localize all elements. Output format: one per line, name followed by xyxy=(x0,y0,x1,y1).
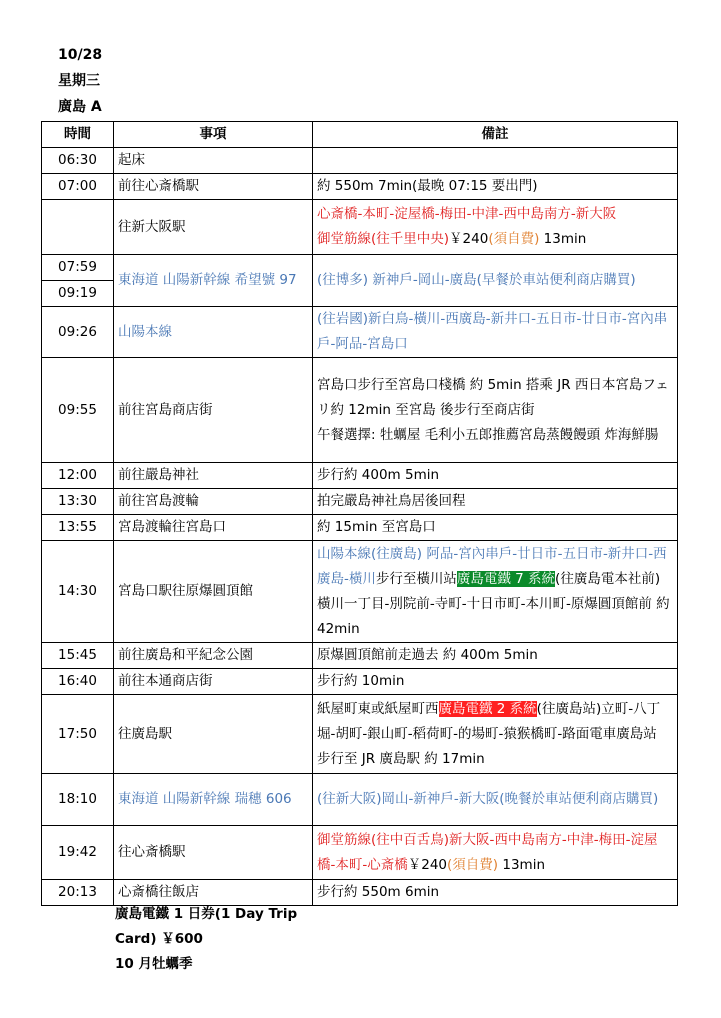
col-header-note: 備註 xyxy=(313,122,678,148)
time-cell: 07:00 xyxy=(42,174,114,200)
time-cell: 16:40 xyxy=(42,669,114,695)
weekday: 星期三 xyxy=(58,73,100,89)
note-text: 午餐選擇: 牡蠣屋 毛利小五郎推薦宮島蒸饅饅頭 炸海鮮腸 xyxy=(317,426,659,443)
note-cell: (往新大阪)岡山-新神戶-新大阪(晚餐於車站便利商店購買) xyxy=(313,774,678,826)
item-cell: 前往本通商店街 xyxy=(114,669,313,695)
time-cell: 06:30 xyxy=(42,148,114,174)
note-cell: (往岩國)新白鳥-橫川-西廣島-新井口-五日市-廿日市-宮內串戶-阿品-宮島口 xyxy=(313,307,678,358)
note-route: 心斎橋-本町-淀屋橋-梅田-中津-西中島南方-新大阪 xyxy=(317,206,617,222)
note-self-pay: (須自費) xyxy=(488,231,540,247)
note-cell: 拍完嚴島神社鳥居後回程 xyxy=(313,489,678,515)
table-row xyxy=(42,541,678,643)
time-cell: 15:45 xyxy=(42,643,114,669)
note-cell xyxy=(313,541,678,643)
note-tram-route: (往廣島電本社前) 橫川一丁目-別院前-寺町-十日市町-本川町-原爆圓頂館前 約 42min xyxy=(317,570,670,637)
itinerary-table xyxy=(41,121,678,906)
item-cell: 前往廣島和平紀念公園 xyxy=(114,643,313,669)
note-cell: 約 15min 至宮島口 xyxy=(313,515,678,541)
item-cell: 東海道 山陽新幹線 希望號 97 xyxy=(114,255,313,307)
notes-footer xyxy=(115,902,335,977)
note-tram-route: (往廣島站)立町-八丁堀-胡町-銀山町-稻荷町-的場町-猿猴橋町-路面電車廣島站 步行至 JR 廣島駅 約 17min xyxy=(317,700,661,767)
note-cell xyxy=(313,358,678,463)
table-row xyxy=(42,255,678,281)
time-cell: 09:26 xyxy=(42,307,114,358)
time-cell: 09:19 xyxy=(42,281,114,307)
time-cell: 12:00 xyxy=(42,463,114,489)
table-row xyxy=(42,148,678,174)
item-cell: 往新大阪駅 xyxy=(114,200,313,255)
day-pass-note: 廣島電鐵 1 日券(1 Day Trip Card) ￥600 xyxy=(115,906,298,947)
note-fare: ￥240 xyxy=(449,231,489,247)
note-duration: 13min xyxy=(539,231,587,247)
note-self-pay: (須自費) xyxy=(447,856,499,873)
note-cell: 步行約 550m 6min xyxy=(313,880,678,906)
table-row xyxy=(42,826,678,880)
item-cell: 東海道 山陽新幹線 瑞穗 606 xyxy=(114,774,313,826)
note-cell: (往博多) 新神戶-岡山-廣島(早餐於車站便利商店購買) xyxy=(313,255,678,307)
table-row xyxy=(42,463,678,489)
table-row xyxy=(42,174,678,200)
item-cell: 往廣島駅 xyxy=(114,695,313,774)
item-cell: 宮島口駅往原爆圓頂館 xyxy=(114,541,313,643)
note-cell xyxy=(313,200,678,255)
note-cell: 原爆圓頂館前走過去 約 400m 5min xyxy=(313,643,678,669)
col-header-time: 時間 xyxy=(42,122,114,148)
tram-line-badge: 廣島電鐵 7 系統 xyxy=(456,570,556,587)
time-cell: 13:55 xyxy=(42,515,114,541)
note-line: 御堂筋線(往千里中央) xyxy=(317,231,450,247)
time-cell: 17:50 xyxy=(42,695,114,774)
time-cell xyxy=(42,200,114,255)
note-stop: 紙屋町東或紙屋町西 xyxy=(317,700,439,717)
time-cell: 18:10 xyxy=(42,774,114,826)
item-cell: 前往宮島商店街 xyxy=(114,358,313,463)
note-text: 宮島口步行至宮島口棧橋 約 5min 搭乘 JR 西日本宮島フェリ約 12min 至宮島 後步行至商店街 xyxy=(317,376,669,418)
note-walk: 步行至橫川站 xyxy=(375,570,457,587)
document-header xyxy=(58,42,102,120)
time-cell: 07:59 xyxy=(42,255,114,281)
table-row xyxy=(42,515,678,541)
note-line: 山陽本線(往廣島) 阿品-宮內串戶-廿日市-五日市-新井口-西廣島-橫川 xyxy=(317,545,667,587)
item-cell: 往心斎橋駅 xyxy=(114,826,313,880)
table-row xyxy=(42,669,678,695)
note-cell xyxy=(313,148,678,174)
item-cell: 前往嚴島神社 xyxy=(114,463,313,489)
note-fare: ￥240 xyxy=(407,856,448,873)
item-cell: 前往心斎橋駅 xyxy=(114,174,313,200)
note-cell: 步行約 400m 5min xyxy=(313,463,678,489)
time-cell: 09:55 xyxy=(42,358,114,463)
table-row xyxy=(42,774,678,826)
item-cell: 前往宮島渡輪 xyxy=(114,489,313,515)
item-cell: 起床 xyxy=(114,148,313,174)
note-cell: 約 550m 7min(最晚 07:15 要出門) xyxy=(313,174,678,200)
table-row xyxy=(42,358,678,463)
item-cell: 心斎橋往飯店 xyxy=(114,880,313,906)
note-duration: 13min xyxy=(498,856,546,873)
col-header-item: 事項 xyxy=(114,122,313,148)
itinerary-title: 廣島 A xyxy=(58,99,102,115)
item-cell: 山陽本線 xyxy=(114,307,313,358)
time-cell: 14:30 xyxy=(42,541,114,643)
table-row xyxy=(42,307,678,358)
table-row xyxy=(42,643,678,669)
note-cell xyxy=(313,826,678,880)
time-cell: 13:30 xyxy=(42,489,114,515)
note-cell xyxy=(313,695,678,774)
note-cell: 步行約 10min xyxy=(313,669,678,695)
table-row xyxy=(42,695,678,774)
date: 10/28 xyxy=(58,47,103,63)
tram-line-badge: 廣島電鐵 2 系統 xyxy=(438,700,537,717)
oyster-season-note: 10 月牡蠣季 xyxy=(115,956,193,972)
time-cell: 19:42 xyxy=(42,826,114,880)
time-cell: 20:13 xyxy=(42,880,114,906)
table-row xyxy=(42,200,678,255)
table-row xyxy=(42,489,678,515)
item-cell: 宮島渡輪往宮島口 xyxy=(114,515,313,541)
table-header-row xyxy=(42,122,678,148)
note-route: 御堂筋線(往中百舌鳥)新大阪-西中島南方-中津-梅田-淀屋橋-本町-心斎橋 xyxy=(317,831,658,873)
